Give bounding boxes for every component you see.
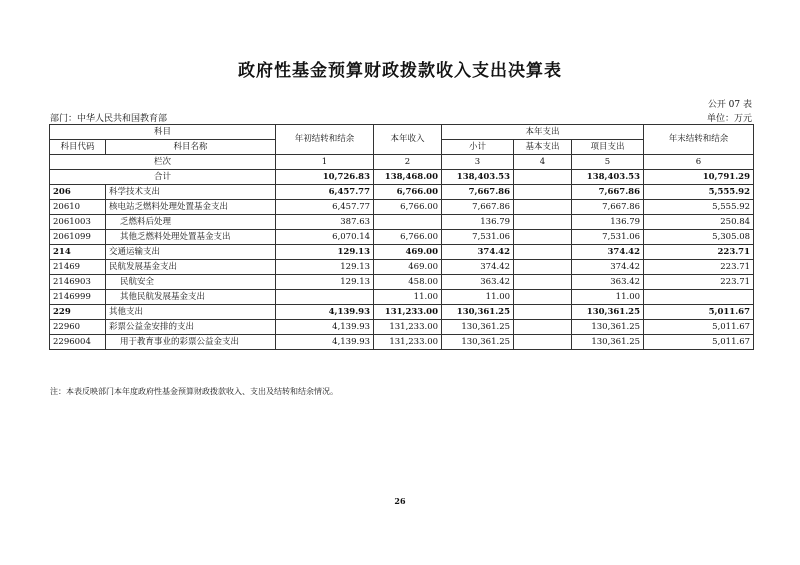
header-subject-name: 科目名称 bbox=[106, 140, 276, 155]
subject-name-cell: 其他民航发展基金支出 bbox=[106, 290, 276, 305]
amount-cell bbox=[514, 230, 572, 245]
amount-cell: 7,667.86 bbox=[572, 185, 644, 200]
amount-cell: 6,766.00 bbox=[374, 200, 442, 215]
amount-cell: 11.00 bbox=[374, 290, 442, 305]
total-label: 合计 bbox=[50, 170, 276, 185]
amount-cell bbox=[514, 335, 572, 350]
amount-cell bbox=[514, 200, 572, 215]
subject-name-cell: 用于教育事业的彩票公益金支出 bbox=[106, 335, 276, 350]
total-cell: 138,403.53 bbox=[572, 170, 644, 185]
amount-cell: 7,531.06 bbox=[442, 230, 514, 245]
subject-name-cell: 彩票公益金安排的支出 bbox=[106, 320, 276, 335]
amount-cell: 136.79 bbox=[442, 215, 514, 230]
subject-code-cell: 206 bbox=[50, 185, 106, 200]
header-current-income: 本年收入 bbox=[374, 125, 442, 155]
table-row bbox=[50, 290, 754, 305]
page-title: 政府性基金预算财政拨款收入支出决算表 bbox=[238, 61, 562, 81]
subject-code-cell: 21469 bbox=[50, 260, 106, 275]
total-cell: 10,726.83 bbox=[276, 170, 374, 185]
unit-label: 单位：万元 bbox=[706, 114, 752, 124]
amount-cell: 136.79 bbox=[572, 215, 644, 230]
header-beginning-balance: 年初结转和结余 bbox=[276, 125, 374, 155]
table-row bbox=[50, 305, 754, 320]
amount-cell: 5,011.67 bbox=[644, 335, 754, 350]
total-row bbox=[50, 170, 754, 185]
subject-code-cell: 2146999 bbox=[50, 290, 106, 305]
column-index: 4 bbox=[514, 155, 572, 170]
amount-cell: 129.13 bbox=[276, 275, 374, 290]
amount-cell: 129.13 bbox=[276, 245, 374, 260]
amount-cell: 5,011.67 bbox=[644, 320, 754, 335]
amount-cell: 4,139.93 bbox=[276, 305, 374, 320]
amount-cell: 4,139.93 bbox=[276, 320, 374, 335]
amount-cell: 6,766.00 bbox=[374, 230, 442, 245]
amount-cell: 130,361.25 bbox=[572, 305, 644, 320]
amount-cell: 11.00 bbox=[442, 290, 514, 305]
header-project-expense: 项目支出 bbox=[572, 140, 644, 155]
amount-cell bbox=[514, 185, 572, 200]
subject-name-cell: 乏燃料后处理 bbox=[106, 215, 276, 230]
amount-cell: 131,233.00 bbox=[374, 335, 442, 350]
amount-cell: 6,457.77 bbox=[276, 185, 374, 200]
subject-name-cell: 核电站乏燃料处理处置基金支出 bbox=[106, 200, 276, 215]
amount-cell: 7,531.06 bbox=[572, 230, 644, 245]
subject-name-cell: 民航安全 bbox=[106, 275, 276, 290]
table-note: 注：本表反映部门本年度政府性基金预算财政拨款收入、支出及结转和结余情况。 bbox=[50, 387, 338, 396]
column-index: 3 bbox=[442, 155, 514, 170]
amount-cell: 131,233.00 bbox=[374, 320, 442, 335]
subject-name-cell: 民航发展基金支出 bbox=[106, 260, 276, 275]
page-number: 26 bbox=[394, 496, 406, 506]
amount-cell: 131,233.00 bbox=[374, 305, 442, 320]
total-cell: 138,468.00 bbox=[374, 170, 442, 185]
amount-cell bbox=[514, 320, 572, 335]
amount-cell: 130,361.25 bbox=[442, 305, 514, 320]
table-row bbox=[50, 230, 754, 245]
subject-name-cell: 其他支出 bbox=[106, 305, 276, 320]
amount-cell: 130,361.25 bbox=[442, 335, 514, 350]
table-row bbox=[50, 335, 754, 350]
subject-code-cell: 2146903 bbox=[50, 275, 106, 290]
column-index: 6 bbox=[644, 155, 754, 170]
amount-cell: 5,555.92 bbox=[644, 200, 754, 215]
table-row bbox=[50, 320, 754, 335]
amount-cell: 129.13 bbox=[276, 260, 374, 275]
table-row bbox=[50, 260, 754, 275]
amount-cell: 469.00 bbox=[374, 245, 442, 260]
column-index: 2 bbox=[374, 155, 442, 170]
amount-cell: 223.71 bbox=[644, 275, 754, 290]
subject-code-cell: 22960 bbox=[50, 320, 106, 335]
header-subject-code: 科目代码 bbox=[50, 140, 106, 155]
subject-code-cell: 229 bbox=[50, 305, 106, 320]
amount-cell bbox=[514, 290, 572, 305]
amount-cell: 6,766.00 bbox=[374, 185, 442, 200]
amount-cell: 5,305.08 bbox=[644, 230, 754, 245]
table-row bbox=[50, 215, 754, 230]
amount-cell: 223.71 bbox=[644, 260, 754, 275]
amount-cell: 7,667.86 bbox=[442, 200, 514, 215]
amount-cell bbox=[644, 290, 754, 305]
column-index: 1 bbox=[276, 155, 374, 170]
amount-cell: 250.84 bbox=[644, 215, 754, 230]
subject-code-cell: 2061003 bbox=[50, 215, 106, 230]
amount-cell: 458.00 bbox=[374, 275, 442, 290]
subject-code-cell: 214 bbox=[50, 245, 106, 260]
amount-cell: 130,361.25 bbox=[442, 320, 514, 335]
header-subject: 科目 bbox=[50, 125, 276, 140]
amount-cell: 5,011.67 bbox=[644, 305, 754, 320]
form-number: 公开 07 表 bbox=[707, 100, 752, 110]
subject-name-cell: 交通运输支出 bbox=[106, 245, 276, 260]
amount-cell bbox=[514, 275, 572, 290]
amount-cell: 374.42 bbox=[572, 260, 644, 275]
amount-cell: 7,667.86 bbox=[442, 185, 514, 200]
budget-table bbox=[49, 124, 754, 350]
header-basic-expense: 基本支出 bbox=[514, 140, 572, 155]
department-label: 部门：中华人民共和国教育部 bbox=[50, 114, 168, 124]
amount-cell: 374.42 bbox=[442, 260, 514, 275]
amount-cell: 130,361.25 bbox=[572, 320, 644, 335]
subject-code-cell: 2296004 bbox=[50, 335, 106, 350]
amount-cell: 363.42 bbox=[572, 275, 644, 290]
table-row bbox=[50, 185, 754, 200]
table-row bbox=[50, 275, 754, 290]
amount-cell bbox=[514, 245, 572, 260]
amount-cell: 374.42 bbox=[442, 245, 514, 260]
amount-cell: 223.71 bbox=[644, 245, 754, 260]
amount-cell: 7,667.86 bbox=[572, 200, 644, 215]
amount-cell bbox=[374, 215, 442, 230]
column-index-label: 栏次 bbox=[50, 155, 276, 170]
amount-cell: 374.42 bbox=[572, 245, 644, 260]
amount-cell bbox=[514, 260, 572, 275]
table-row bbox=[50, 200, 754, 215]
table-row bbox=[50, 245, 754, 260]
amount-cell: 11.00 bbox=[572, 290, 644, 305]
header-ending-balance: 年末结转和结余 bbox=[644, 125, 754, 155]
total-cell bbox=[514, 170, 572, 185]
total-cell: 10,791.29 bbox=[644, 170, 754, 185]
amount-cell bbox=[514, 305, 572, 320]
amount-cell: 5,555.92 bbox=[644, 185, 754, 200]
header-current-year-expense: 本年支出 bbox=[442, 125, 644, 140]
amount-cell bbox=[514, 215, 572, 230]
header-subtotal: 小计 bbox=[442, 140, 514, 155]
amount-cell: 130,361.25 bbox=[572, 335, 644, 350]
amount-cell: 4,139.93 bbox=[276, 335, 374, 350]
amount-cell: 6,457.77 bbox=[276, 200, 374, 215]
amount-cell: 469.00 bbox=[374, 260, 442, 275]
amount-cell: 363.42 bbox=[442, 275, 514, 290]
amount-cell: 6,070.14 bbox=[276, 230, 374, 245]
subject-name-cell: 其他乏燃料处理处置基金支出 bbox=[106, 230, 276, 245]
total-cell: 138,403.53 bbox=[442, 170, 514, 185]
column-index: 5 bbox=[572, 155, 644, 170]
amount-cell bbox=[276, 290, 374, 305]
amount-cell: 387.63 bbox=[276, 215, 374, 230]
subject-name-cell: 科学技术支出 bbox=[106, 185, 276, 200]
subject-code-cell: 2061099 bbox=[50, 230, 106, 245]
subject-code-cell: 20610 bbox=[50, 200, 106, 215]
